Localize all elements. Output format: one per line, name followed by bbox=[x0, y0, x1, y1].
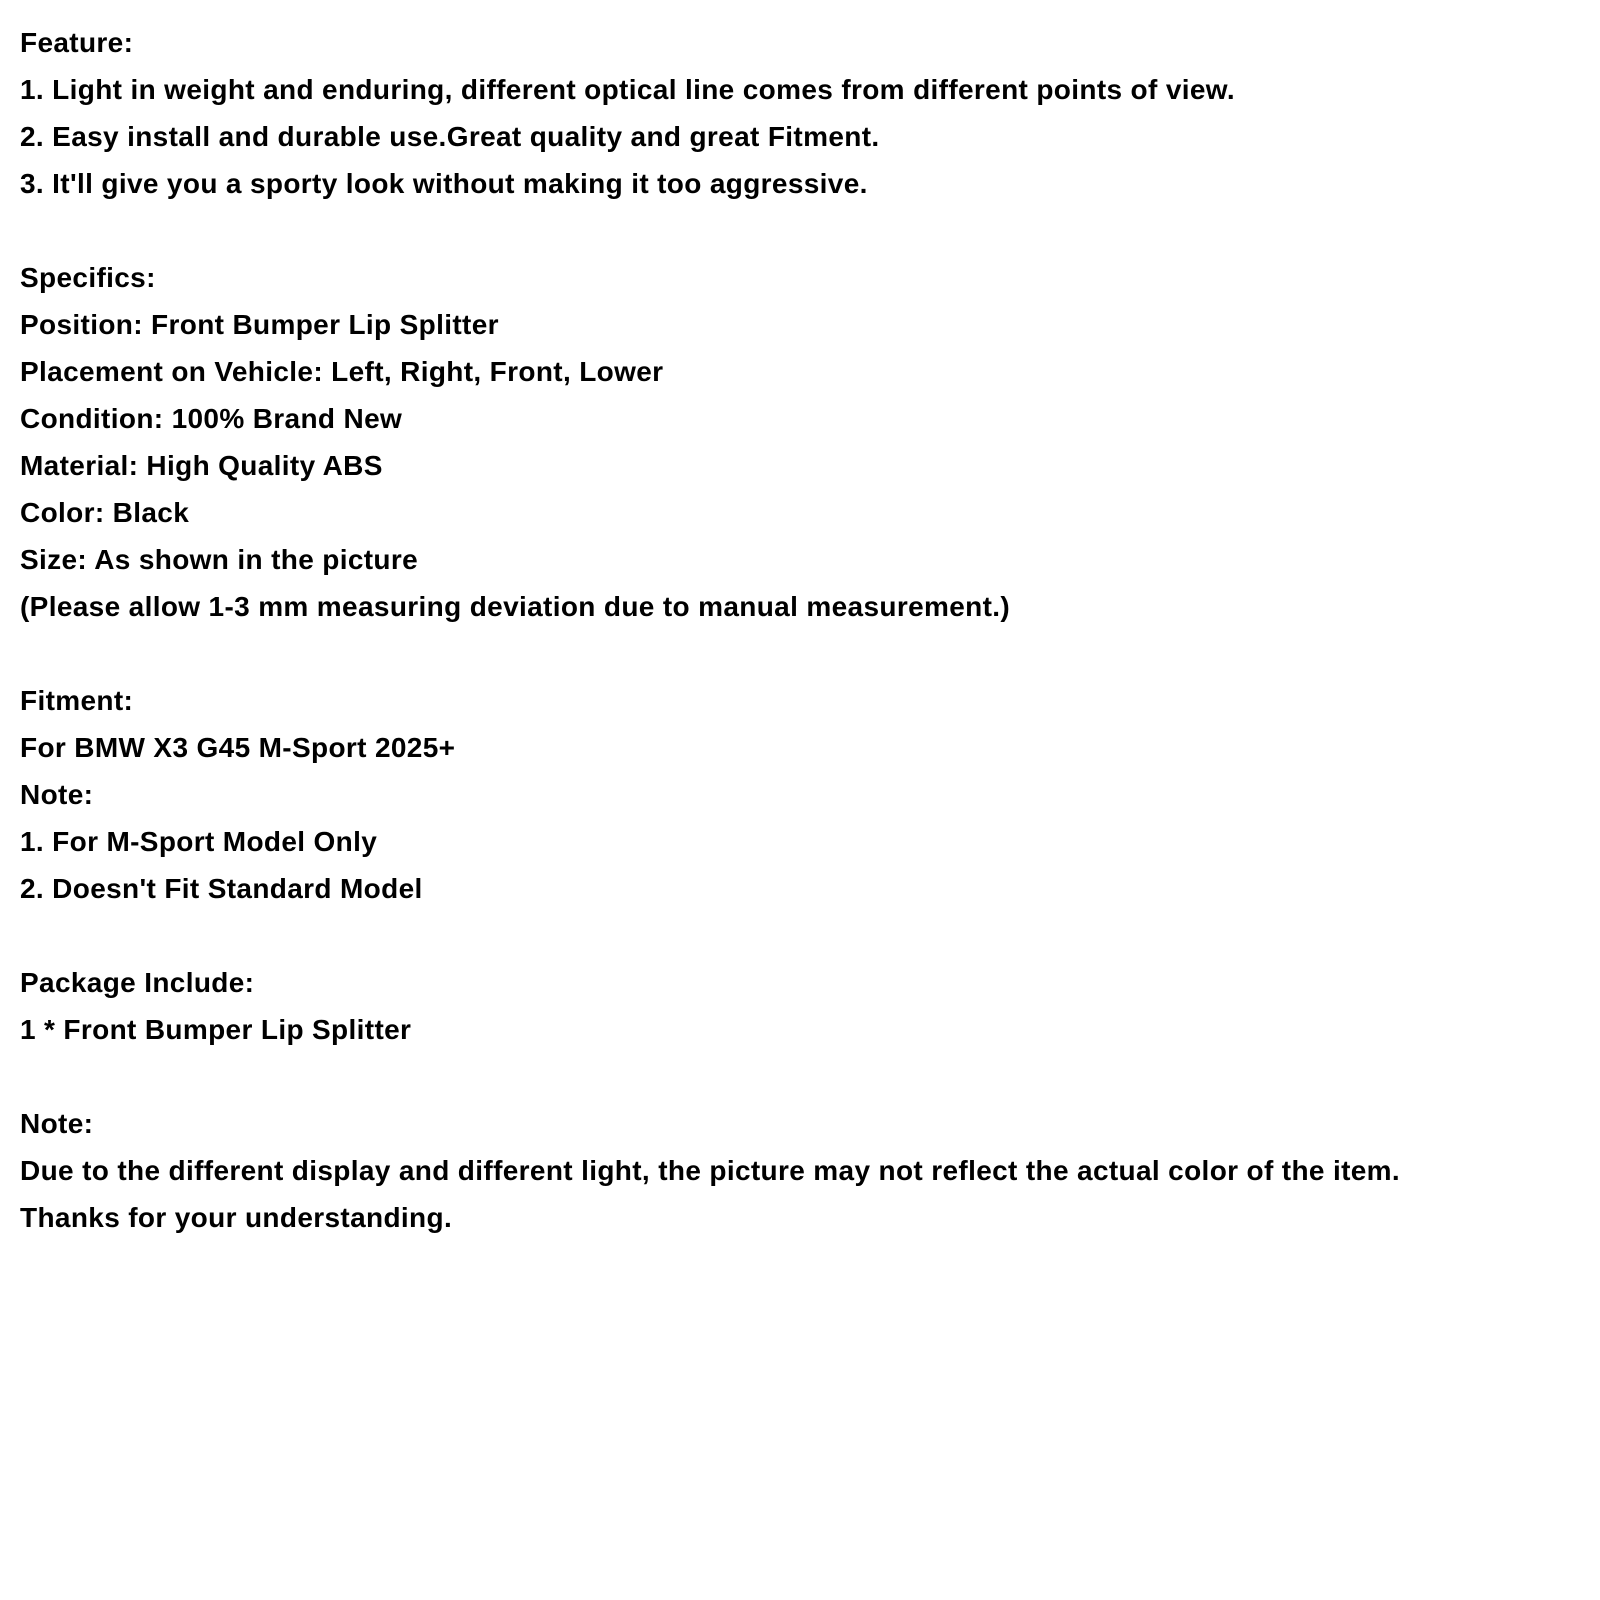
section-spacer bbox=[20, 1053, 1580, 1100]
feature-item: 2. Easy install and durable use.Great quality and great Fitment. bbox=[20, 121, 880, 152]
package-section bbox=[20, 959, 1580, 1053]
note-section bbox=[20, 1100, 1580, 1241]
spec-size-note: (Please allow 1-3 mm measuring deviation due to manual measurement.) bbox=[20, 591, 1011, 622]
section-spacer bbox=[20, 630, 1580, 677]
feature-item: 1. Light in weight and enduring, different optical line comes from different points of view. bbox=[20, 74, 1236, 105]
spec-material: Material: High Quality ABS bbox=[20, 450, 383, 481]
specifics-section bbox=[20, 254, 1580, 630]
spec-placement: Placement on Vehicle: Left, Right, Front, Lower bbox=[20, 356, 664, 387]
fitment-note-item: 2. Doesn't Fit Standard Model bbox=[20, 873, 423, 904]
spec-color: Color: Black bbox=[20, 497, 190, 528]
note-heading: Note: bbox=[20, 1108, 94, 1139]
spec-size: Size: As shown in the picture bbox=[20, 544, 419, 575]
feature-heading: Feature: bbox=[20, 27, 134, 58]
spec-position: Position: Front Bumper Lip Splitter bbox=[20, 309, 499, 340]
package-item: 1 * Front Bumper Lip Splitter bbox=[20, 1014, 412, 1045]
spec-condition: Condition: 100% Brand New bbox=[20, 403, 403, 434]
fitment-note-heading: Note: bbox=[20, 779, 94, 810]
product-description bbox=[20, 19, 1580, 1241]
fitment-heading: Fitment: bbox=[20, 685, 134, 716]
fitment-note-item: 1. For M-Sport Model Only bbox=[20, 826, 378, 857]
note-line: Thanks for your understanding. bbox=[20, 1202, 453, 1233]
fitment-model: For BMW X3 G45 M-Sport 2025+ bbox=[20, 732, 456, 763]
specifics-heading: Specifics: bbox=[20, 262, 156, 293]
package-heading: Package Include: bbox=[20, 967, 255, 998]
section-spacer bbox=[20, 912, 1580, 959]
feature-section bbox=[20, 19, 1580, 207]
fitment-section bbox=[20, 677, 1580, 912]
note-line: Due to the different display and different light, the picture may not reflect the actual color of the item. bbox=[20, 1155, 1401, 1186]
section-spacer bbox=[20, 207, 1580, 254]
feature-item: 3. It'll give you a sporty look without making it too aggressive. bbox=[20, 168, 868, 199]
